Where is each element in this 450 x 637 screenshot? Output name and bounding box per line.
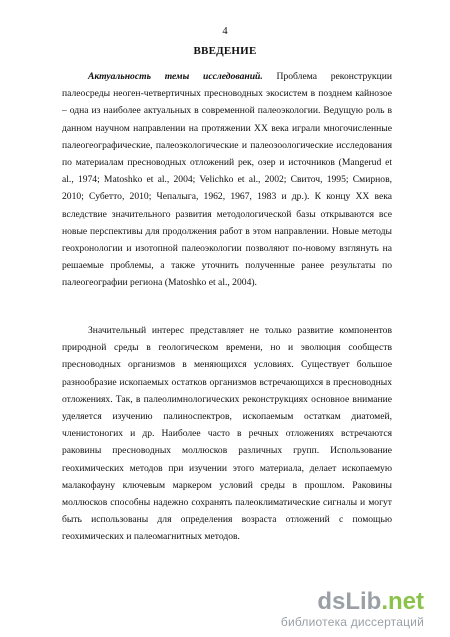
section-heading: ВВЕДЕНИЕ bbox=[193, 45, 257, 57]
paragraph-relevance bbox=[62, 68, 392, 292]
watermark-logo bbox=[281, 590, 424, 614]
site-watermark bbox=[281, 590, 424, 629]
paragraph-body: Проблема реконструкции палеосреды неоген-четвертичных пресноводных экосистем в позднем кайнозое – одна из наиболее актуальных в современной палеоэкологии. Ведущую роль в данном научном направлении на протяжении XX века играли многочисленные палеогеографические, палеоэкологические и палеозоологические исследования по материалам пресноводных отложений рек, озер и источников (Mangerud et al., 1974; Matoshko et al., 2004; Velichko et al., 2002; Свиточ, 1995; Смирнов, 2010; Субетто, 2010; Чепалыга, 1962, 1967, 1983 и др.). К концу XX века вследствие значительного развития методологической базы открываются все новые перспективы для продолжения работ в этом направлении. Новые методы геохронологии и изотопной палеоэкологии позволяют по-новому взглянуть на решаемые проблемы, а также уточнить полученные ранее результаты по палеогеографии региона (Matoshko et al., 2004). bbox=[62, 71, 392, 289]
watermark-logo-main: dsLib bbox=[317, 588, 382, 615]
paragraph-body: Значительный интерес представляет не только развитие компонентов природной среды в геологическом времени, но и эволюция сообществ пресноводных организмов в меняющихся условиях. Существует большое разнообразие ископаемых остатков организмов встречающихся в пресноводных отложениях. Так, в палеолимнологических реконструкциях основное внимание уделяется изучению палиноспектров, ископаемым остаткам диатомей, членистоногих и др. Наиболее часто в речных отложениях встречаются раковины пресноводных моллюсков различных групп. Использование геохимических методов при изучении этого материала, делает ископаемую малакофауну ключевым маркером условий среды в прошлом. Раковины моллюсков способны надежно сохранять палеоклиматические сигналы и могут быть использованы для определения возраста отложений с помощью геохимических и палеомагнитных методов. bbox=[62, 325, 392, 543]
paragraph-lead: Актуальность темы исследований. bbox=[88, 71, 263, 82]
watermark-caption: библиотека диссертаций bbox=[280, 615, 424, 629]
watermark-logo-tld: .net bbox=[381, 588, 424, 615]
paragraph-interest bbox=[62, 322, 392, 546]
page-number: 4 bbox=[222, 26, 228, 37]
